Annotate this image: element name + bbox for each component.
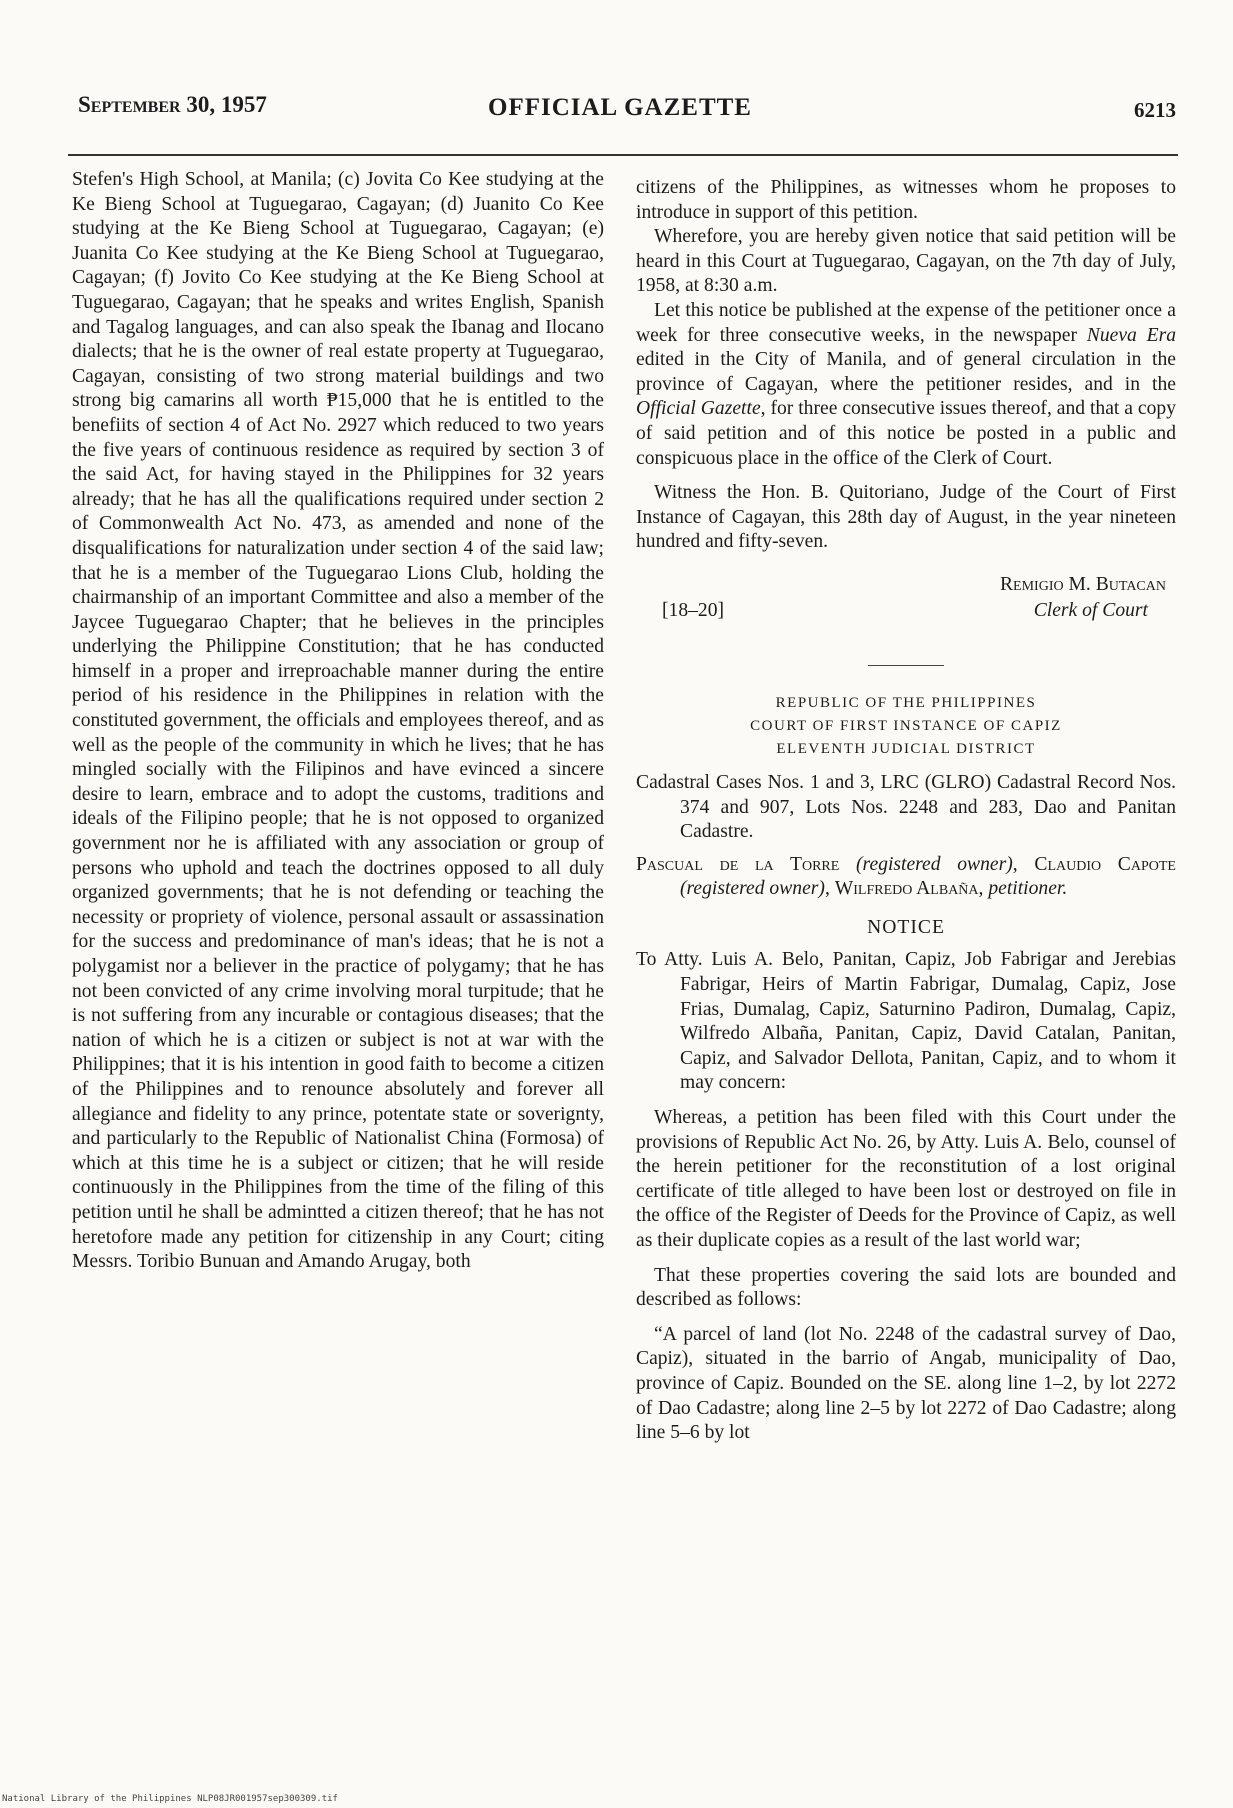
wherefore-paragraph: Wherefore, you are hereby given notice that said petition will be heard in this Court at Tuguegarao, Cagayan, on the 7th day of July, 1958, at 8:30 a.m.: [636, 226, 1176, 297]
left-column: [72, 168, 604, 1275]
signature-block: [636, 573, 1176, 635]
publication-paragraph: Let this notice be published at the expense of the petitioner once a week for three consecutive weeks, in the newspaper Nueva Era edited in the City of Manila, and of general circulation in the province of Cagayan, where the petitioner resides, and in the Official Gazette, for three consecutive issues thereof, and that a copy of said petition and of this notice be posted in a public and conspicuous place in the office of the Clerk of Court.: [636, 299, 1176, 469]
witness-paragraph: Witness the Hon. B. Quitoriano, Judge of the Court of First Instance of Cagayan, this 28th day of August, in the year nineteen hundred and fifty-seven.: [636, 482, 1176, 553]
page-number: 6213: [1134, 98, 1176, 122]
whereas-paragraph: Whereas, a petition has been filed with this Court under the provisions of Republic Act No. 26, by Atty. Luis A. Belo, counsel of the herein petitioner for the reconstitution of a lost original certificate of title alleged to have been lost or destroyed on file in the office of the Register of Deeds for the Province of Capiz, as well as their duplicate copies as a result of the last world war;: [636, 1107, 1176, 1251]
newspaper-name: Nueva Era: [1086, 324, 1176, 346]
parcel-description: “A parcel of land (lot No. 2248 of the cadastral survey of Dao, Capiz), situated in the barrio of Angab, municipality of Dao, province of Capiz. Bounded on the SE. along line 1–2, by lot 2272 of Dao Cadastre; along line 2–5 by lot 2272 of Dao Cadastre; along line 5–6 by lot: [636, 1323, 1176, 1444]
header-rule: [68, 154, 1178, 156]
section-divider: [868, 665, 944, 666]
signatory-title: Clerk of Court: [1033, 599, 1148, 621]
issue-date: September 30, 1957: [78, 92, 267, 117]
publication-code: [18–20]: [662, 599, 725, 621]
petition-text: Stefen's High School, at Manila; (c) Jovita Co Kee studying at the Ke Bieng School at Tuguegarao, Cagayan; (d) Juanito Co Kee studying at the Ke Bieng School at Tuguegarao, Cagayan; (e) Juanita Co Kee studying at the Ke Bieng School at Tuguegarao, Cagayan; (f) Jovito Co Kee studying at the Ke Bieng School at Tuguegarao, Cagayan; that he speaks and writes English, Spanish and Tagalog languages, and can also speak the Ibanag and Ilocano dialects; that he is the owner of real estate property at Tuguegarao, Cagayan, consisting of two strong material buildings and two strong big camarins all worth ₱15,000 that he is entitled to the benefiits of section 4 of Act No. 2927 which reduced to two years the five years of continuous residence as required by section 3 of the said Act, for having stayed in the Philippines for 32 years already; that he has all the qualifications required under section 2 of Commonwealth Act No. 473, as amended and none of the disqualifications for naturalization under section 4 of the said law; that he is a member of the Tuguegarao Lions Club, holding the chairmanship of an important Committee and also a member of the Jaycee Tuguegarao Chapter; that he believes in the principles underlying the Philippine Constitution; that he has conducted himself in a proper and irreproachable manner during the entire period of his residence in the Philippines in relation with the constituted government, the officials and employees thereof, and as well as the people of the community in which he lives; that he has mingled socially with the Filipinos and have evinced a sincere desire to learn, embrace and to adopt the customs, traditions and ideals of the Filipino people; that he is not opposed to organized government nor he is affiliated with any association or group of persons who uphold and teach the doctrines opposed to all duly organized governments; that he is not defending or teaching the necessity or propriety of violence, personal assault or assassination for the success and predominance of man's ideas; that he is not a polygamist nor a believer in the practice of polygamy; that he has not been convicted of any crime involving moral turpitude; that he is not suffering from any incurable or contagious diseases; that the nation of which he is a citizen or subject is not at war with the Philippines; that it is his intention in good faith to become a citizen of the Philippines and to renounce absolutely and forever all allegiance and fidelity to any prince, potentate state or soverignty, and particularly to the Republic of Nationalist China (Formosa) of which at this time he is a subject or citizen; that he will reside continuously in the Philippines from the time of the filing of this petition until he shall be admintted a citizen thereof; that he has not heretofore made any petition for citizenship in any Court; citing Messrs. Toribio Bunuan and Amando Arugay, both: [72, 169, 604, 1273]
gazette-name: Official Gazette: [636, 398, 761, 420]
parties-line: Pascual de la Torre (registered owner), Claudio Capote (registered owner), Wilfredo Albaña, petitioner.: [636, 853, 1176, 900]
signatory-name: Remigio M. Butacan: [999, 573, 1166, 595]
addressees: To Atty. Luis A. Belo, Panitan, Capiz, Job Fabrigar and Jerebias Fabrigar, Heirs of Martin Fabrigar, Dumalag, Capiz, Jose Frias, Dumalag, Capiz, Saturnino Padiron, Dumalag, Capiz, Wilfredo Albaña, Panitan, Capiz, David Catalan, Panitan, Capiz, and Salvador Dellota, Panitan, Capiz, and to whom it may concern:: [636, 949, 1176, 1094]
page-header: [78, 92, 1176, 132]
publication-title: OFFICIAL GAZETTE: [488, 94, 752, 121]
notice-heading: NOTICE: [867, 916, 945, 938]
witnesses-paragraph: citizens of the Philippines, as witnesses whom he proposes to introduce in support of this petition.: [636, 177, 1176, 223]
court-heading: REPUBLIC OF THE PHILIPPINES COURT OF FIRST INSTANCE OF CAPIZ ELEVENTH JUDICIAL DISTRICT: [750, 694, 1062, 757]
right-column: [636, 176, 1176, 1446]
properties-paragraph: That these properties covering the said lots are bounded and described as follows:: [636, 1264, 1176, 1311]
case-caption: Cadastral Cases Nos. 1 and 3, LRC (GLRO) Cadastral Record Nos. 374 and 907, Lots Nos. 2248 and 283, Dao and Panitan Cadastre.: [636, 771, 1176, 843]
scan-credit: National Library of the Philippines NLP08JR001957sep300309.tif: [2, 1794, 338, 1804]
